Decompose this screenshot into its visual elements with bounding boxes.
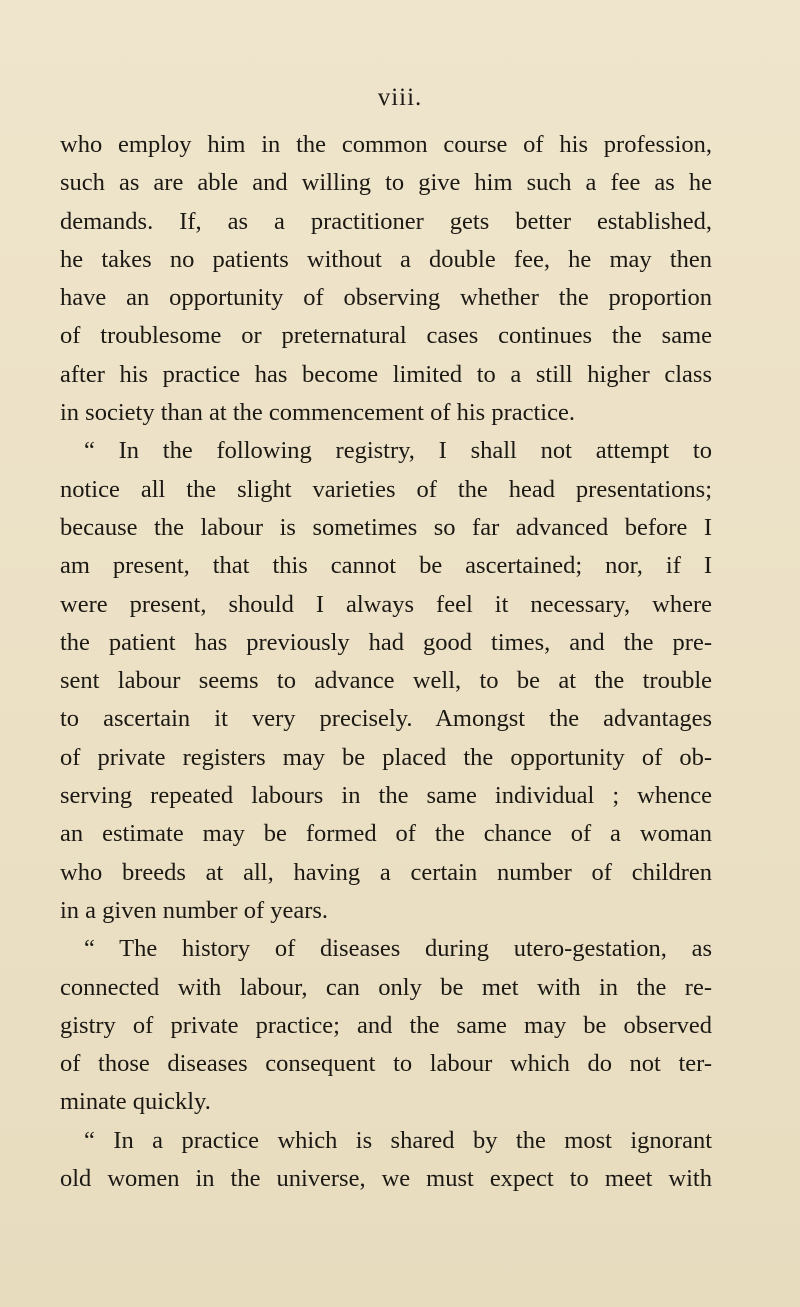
text-line: who breeds at all, having a certain number of children (60, 858, 712, 886)
text-line: of those diseases consequent to labour which do not ter- (60, 1050, 712, 1078)
text-line: “ In a practice which is shared by the most ignorant (84, 1126, 712, 1154)
text-line: in society than at the commencement of his practice. (60, 399, 575, 427)
text-line: am present, that this cannot be ascertained; nor, if I (60, 552, 712, 580)
text-line: such as are able and willing to give him such a fee as he (60, 169, 712, 197)
text-line: “ The history of diseases during utero-gestation, as (84, 935, 712, 963)
text-line: because the labour is sometimes so far advanced before I (60, 513, 712, 541)
text-line: were present, should I always feel it necessary, where (60, 590, 712, 618)
text-line: notice all the slight varieties of the head presentations; (60, 475, 712, 503)
text-line: “ In the following registry, I shall not attempt to (84, 437, 712, 465)
text-line: to ascertain it very precisely. Amongst the advantages (60, 705, 712, 733)
text-line: demands. If, as a practitioner gets better established, (60, 207, 712, 235)
text-line: sent labour seems to advance well, to be at the trouble (60, 667, 712, 695)
text-line: an estimate may be formed of the chance of a woman (60, 820, 712, 848)
text-line: he takes no patients without a double fee, he may then (60, 245, 712, 273)
text-line: serving repeated labours in the same individual ; whence (60, 782, 712, 810)
text-line: old women in the universe, we must expect to meet with (60, 1165, 712, 1193)
text-line: who employ him in the common course of his profession, (60, 131, 712, 158)
text-line: of troublesome or preternatural cases continues the same (60, 322, 712, 350)
text-line: after his practice has become limited to a still higher class (60, 360, 712, 388)
text-line: minate quickly. (60, 1088, 211, 1116)
page-number: viii. (377, 84, 423, 111)
text-line: the patient has previously had good times, and the pre- (60, 628, 712, 656)
text-line: gistry of private practice; and the same may be observed (60, 1011, 712, 1039)
text-line: have an opportunity of observing whether the proportion (60, 284, 712, 312)
text-line: connected with labour, can only be met with in the re- (60, 973, 712, 1001)
text-line: in a given number of years. (60, 896, 329, 924)
body-text (60, 126, 712, 1198)
text-line: of private registers may be placed the opportunity of ob- (60, 743, 712, 771)
